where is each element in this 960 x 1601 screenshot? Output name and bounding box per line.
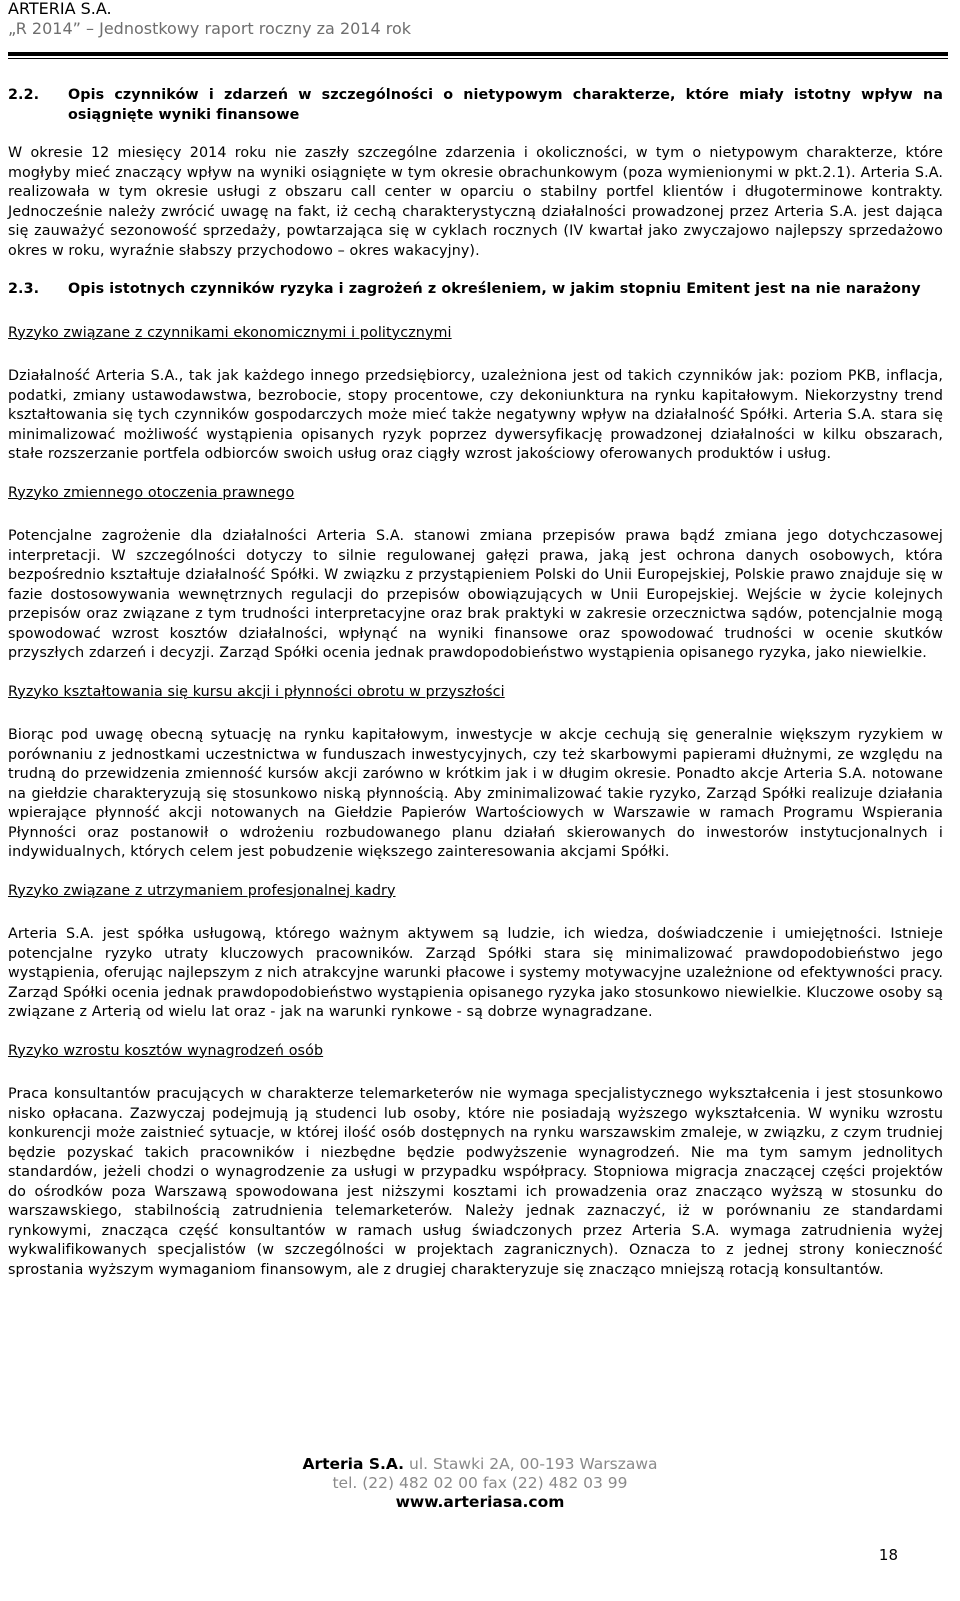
risk-heading: Ryzyko zmiennego otoczenia prawnego	[8, 484, 295, 501]
section-title: Opis istotnych czynników ryzyka i zagrożeń z określeniem, w jakim stopniu Emitent jest na nie narażony	[68, 281, 921, 297]
header-rule-thick	[8, 52, 948, 56]
risk-paragraph: Arteria S.A. jest spółka usługową, którego ważnym aktywem są ludzie, ich wiedza, doświadczenie i umiejętności. Istnieje potencjalne ryzyko utraty kluczowych pracowników. Zarząd Spółki stara się minimalizować prawdopodobieństwo jego wystąpienia, oferując najlepszym z nich atrakcyjne warunki płacowe i systemy motywacyjne uzależnione od efektywności pracy. Zarząd Spółki ocenia jednak prawdopodobieństwo wystąpienia opisanego ryzyka jako stosunkowo niewielkie. Kluczowe osoby są związane z Arterią od wielu lat oraz - jak na warunki rynkowe - są dobrze wynagradzane.	[8, 926, 943, 1020]
risk-paragraph: Działalność Arteria S.A., tak jak każdego innego przedsiębiorcy, uzależniona jest od takich czynników jak: poziom PKB, inflacja, podatki, zmiany ustawodawstwa, bezrobocie, stopy procentowe, czy dekoniunktura na rynku kapitałowym. Niekorzystny trend kształtowania się tych czynników gospodarczych może mieć także negatywny wpływ na działalność Spółki. Arteria S.A. stara się minimalizować możliwość wystąpienia opisanych ryzyk poprzez dywersyfikację prowadzonej działalności w kilku obszarach, stałe rozszerzanie portfela odbiorców swoich usług oraz ciągły wzrost jakościowy oferowanych produktów i usług.	[8, 368, 943, 462]
risk-paragraph: Praca konsultantów pracujących w charakterze telemarketerów nie wymaga specjalistycznego wykształcenia i jest stosunkowo nisko opłacana. Zazwyczaj podejmują ją studenci lub osoby, które nie posiadają wyższego wykształcenia. W wyniku wzrostu konkurencji może zaistnieć sytuacje, w której ilość osób dostępnych na rynku warszawskim zmaleje, w związku, z czym trudniej będzie pozyskać takich pracowników i niezbędne będzie podwyższenie wynagrodzeń. Nie ma tym samym jednolitych standardów, jeżeli chodzi o wynagrodzenie za usługi w przypadku współpracy. Stopniowa migracja znaczącej części projektów do ośrodków poza Warszawą spowodowana jest niższymi kosztami ich prowadzenia oraz znacząco wyższą w stosunku do warszawskiego, stabilnością zatrudnienia telemarketerów. Należy jednak zaznaczyć, iż w porównaniu ze standardami rynkowymi, znacząca część konsultantów w ramach usług świadczonych przez Arteria S.A. wymaga zatrudnienia wyżej wykwalifikowanych specjalistów (w szczególności w projektach zagranicznych). Oznacza to z jednej strony konieczność sprostania wyższym wymaganiom finansowym, ale z drugiej charakteryzuje się znacząco mniejszą rotacją konsultantów.	[8, 1086, 943, 1278]
page-footer	[0, 1455, 960, 1512]
page-header	[8, 0, 948, 66]
risk-heading: Ryzyko związane z czynnikami ekonomicznymi i politycznymi	[8, 324, 452, 341]
footer-website-link[interactable]: www.arteriasa.com	[395, 1493, 565, 1511]
risk-heading: Ryzyko kształtowania się kursu akcji i płynności obrotu w przyszłości	[8, 683, 505, 700]
footer-address: ul. Stawki 2A, 00-193 Warszawa	[404, 1455, 658, 1473]
page-number: 18	[878, 1546, 898, 1564]
section-heading-2-2	[8, 86, 943, 125]
footer-company: Arteria S.A.	[302, 1455, 405, 1473]
section-heading-2-3	[8, 280, 943, 300]
risk-paragraph: Biorąc pod uwagę obecną sytuację na rynku kapitałowym, inwestycje w akcje cechują się generalnie większym ryzykiem w porównaniu z jednostkami uczestnictwa w funduszach inwestycyjnych, czy też skarbowymi papierami dłużnymi, ze względu na trudną do przewidzenia zmienność kursów akcji zarówno w krótkim jak i w długim okresie. Ponadto akcje Arteria S.A. notowane na giełdzie charakteryzują się stosunkowo niską płynnością. Aby zminimalizować takie ryzyko, Zarząd Spółki realizuje działania wpierające płynność akcji notowanych na Giełdzie Papierów Wartościowych w Warszawie w ramach Programu Wspierania Płynności oraz postanowił o wdrożeniu rozbudowanego planu działań skierowanych do inwestorów instytucjonalnych i indywidualnych, których celem jest pobudzenie większego zainteresowania akcjami Spółki.	[8, 727, 943, 860]
document-body	[8, 86, 943, 1280]
section-number: 2.3.	[8, 281, 40, 297]
header-rule-thin	[8, 58, 948, 59]
paragraph: W okresie 12 miesięcy 2014 roku nie zaszły szczególne zdarzenia i okoliczności, w tym o nietypowym charakterze, które mogłyby mieć znaczący wpływ na wyniki osiągnięte w tym okresie obrachunkowym (poza wymienionymi w pkt.2.1). Arteria S.A. realizowała w tym okresie usługi z obszaru call center w oparciu o stabilny portfel klientów i długoterminowe kontrakty. Jednocześnie należy zwrócić uwagę na fakt, iż cechą charakterystyczną działalności prowadzonej przez Arteria S.A. jest dająca się zauważyć sezonowość sprzedaży, powtarzająca się w cyklach rocznych (IV kwartał jako zwyczajowo najlepszy sprzedażowo okres w roku, wyraźnie słabszy przychodowo – okres wakacyjny).	[8, 145, 943, 259]
footer-phone: tel. (22) 482 02 00 fax (22) 482 03 99	[332, 1474, 628, 1492]
risk-heading: Ryzyko związane z utrzymaniem profesjonalnej kadry	[8, 882, 396, 899]
header-document-title: „R 2014” – Jednostkowy raport roczny za 2014 rok	[8, 19, 412, 38]
risk-heading: Ryzyko wzrostu kosztów wynagrodzeń osób	[8, 1042, 324, 1059]
risk-paragraph: Potencjalne zagrożenie dla działalności Arteria S.A. stanowi zmiana przepisów prawa bądź zmiana jego dotychczasowej interpretacji. W szczególności dotyczy to silnie regulowanej gałęzi prawa, jaką jest ochrona danych osobowych, która bezpośrednio kształtuje działalność Spółki. W związku z przystąpieniem Polski do Unii Europejskiej, Polskie prawo znajduje się w fazie dostosowywania wewnętrznych regulacji do przepisów obowiązujących w Unii Europejskiej. Wejście w życie kolejnych przepisów oraz związane z tym trudności interpretacyjne oraz brak praktyki w zakresie orzecznictwa sądów, potencjalnie mogą spowodować wzrost kosztów działalności, wpłynąć na wyniki finansowe oraz spowodować trudności w ocenie skutków przyszłych zdarzeń i decyzji. Zarząd Spółki ocenia jednak prawdopodobieństwo wystąpienia opisanego ryzyka, jako niewielkie.	[8, 528, 943, 661]
footer-address-line	[0, 1455, 960, 1474]
header-company: ARTERIA S.A.	[8, 0, 112, 18]
section-number: 2.2.	[8, 87, 40, 103]
section-title: Opis czynników i zdarzeń w szczególności o nietypowym charakterze, które miały istotny wpływ na osiągnięte wyniki finansowe	[68, 87, 943, 123]
